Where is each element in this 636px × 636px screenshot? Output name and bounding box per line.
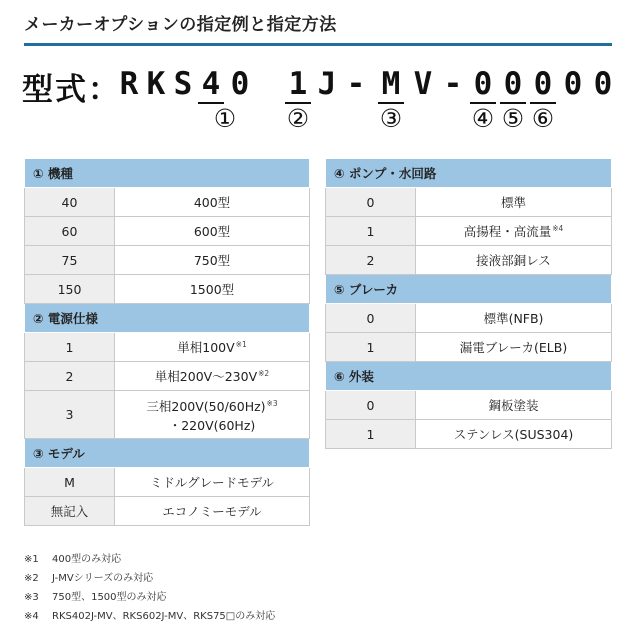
model-label: 型式：	[22, 72, 121, 108]
footnote-mark: ※4	[24, 611, 39, 622]
footnote-mark: ※3	[266, 398, 278, 408]
option-value	[115, 391, 310, 439]
option-value	[115, 362, 310, 391]
table-row	[326, 391, 612, 420]
section-header-breaker: ⑤ ブレーカ	[326, 275, 612, 304]
model-char: V	[413, 66, 433, 102]
option-value: 標準(NFB)	[416, 304, 612, 333]
model-char: M	[378, 66, 404, 104]
footnote-mark: ※1	[24, 554, 39, 565]
footnote-text: J-MVシリーズのみ対応	[52, 573, 154, 584]
table-row	[326, 188, 612, 217]
model-char: 0	[470, 66, 496, 104]
right-spec-table	[325, 158, 612, 449]
table-row	[326, 304, 612, 333]
footnote-text: 400型のみ対応	[52, 554, 122, 565]
footnote-text: RKS402J-MV、RKS602J-MV、RKS75□のみ対応	[52, 611, 276, 622]
section-header-power: ② 電源仕様	[25, 304, 310, 333]
page-title: メーカーオプションの指定例と指定方法	[24, 15, 337, 35]
option-value: 750型	[115, 246, 310, 275]
table-row	[25, 246, 310, 275]
option-code: 2	[326, 246, 416, 275]
section-header-model-type: ① 機種	[25, 159, 310, 188]
footnote	[24, 550, 275, 569]
footnote-mark: ※3	[24, 592, 39, 603]
model-char: -	[346, 66, 366, 102]
model-char: 0	[593, 66, 613, 102]
table-row	[326, 420, 612, 449]
option-value-text: 単相100V	[177, 340, 235, 355]
title-divider	[24, 43, 612, 46]
option-code: 1	[326, 333, 416, 362]
option-value-text: 高揚程・高流量	[463, 224, 552, 239]
footnote	[24, 569, 275, 588]
model-char: 4	[198, 66, 224, 104]
option-code: 1	[326, 420, 416, 449]
option-value: 600型	[115, 217, 310, 246]
option-value-text: 単相200V～230V	[154, 369, 258, 384]
model-char: 1	[285, 66, 311, 104]
table-row	[25, 468, 310, 497]
option-value: 1500型	[115, 275, 310, 304]
section-header-exterior: ⑥ 外装	[326, 362, 612, 391]
model-char: J	[317, 66, 337, 102]
option-code: 3	[25, 391, 115, 439]
option-code: 60	[25, 217, 115, 246]
footnotes	[24, 550, 275, 626]
circled-number: ③	[379, 104, 403, 133]
model-char: 0	[530, 66, 556, 104]
footnote	[24, 607, 275, 626]
option-code: M	[25, 468, 115, 497]
option-code: 0	[326, 188, 416, 217]
footnote-text: 750型、1500型のみ対応	[52, 592, 167, 603]
footnote-mark: ※2	[24, 573, 39, 584]
table-row	[326, 217, 612, 246]
model-char: S	[173, 66, 193, 102]
option-code: 75	[25, 246, 115, 275]
option-value: 標準	[416, 188, 612, 217]
model-char: R	[119, 66, 139, 102]
table-row	[25, 362, 310, 391]
table-row	[25, 188, 310, 217]
option-value: 漏電ブレーカ(ELB)	[416, 333, 612, 362]
option-value: 鋼板塗装	[416, 391, 612, 420]
option-value-text-line2: ・220V(60Hz)	[168, 418, 256, 434]
circled-number: ②	[286, 104, 310, 133]
option-value: 400型	[115, 188, 310, 217]
option-value: 接液部銅レス	[416, 246, 612, 275]
model-char: 0	[563, 66, 583, 102]
footnote-mark: ※1	[235, 339, 247, 349]
footnote-mark: ※4	[552, 223, 564, 233]
table-row	[326, 333, 612, 362]
option-value: エコノミーモデル	[115, 497, 310, 526]
option-code: 40	[25, 188, 115, 217]
footnote-mark: ※2	[258, 368, 270, 378]
option-value: ミドルグレードモデル	[115, 468, 310, 497]
option-code: 1	[25, 333, 115, 362]
circled-number: ①	[213, 104, 237, 133]
model-char: K	[146, 66, 166, 102]
model-char: -	[443, 66, 463, 102]
table-row	[25, 497, 310, 526]
option-code: 2	[25, 362, 115, 391]
section-header-grade: ③ モデル	[25, 439, 310, 468]
table-row	[25, 217, 310, 246]
option-code: 1	[326, 217, 416, 246]
model-char: 0	[230, 66, 250, 102]
footnote	[24, 588, 275, 607]
table-row	[25, 275, 310, 304]
circled-number: ⑥	[531, 104, 555, 133]
table-row	[25, 391, 310, 439]
option-code: 150	[25, 275, 115, 304]
option-value-text: 三相200V(50/60Hz)	[146, 399, 266, 415]
table-row	[25, 333, 310, 362]
section-header-pump: ④ ポンプ・水回路	[326, 159, 612, 188]
circled-number: ⑤	[501, 104, 525, 133]
circled-number: ④	[471, 104, 495, 133]
model-char: 0	[500, 66, 526, 104]
option-value	[416, 217, 612, 246]
left-spec-table	[24, 158, 310, 526]
option-code: 無記入	[25, 497, 115, 526]
table-row	[326, 246, 612, 275]
option-code: 0	[326, 304, 416, 333]
option-value	[115, 333, 310, 362]
option-code: 0	[326, 391, 416, 420]
option-value: ステンレス(SUS304)	[416, 420, 612, 449]
